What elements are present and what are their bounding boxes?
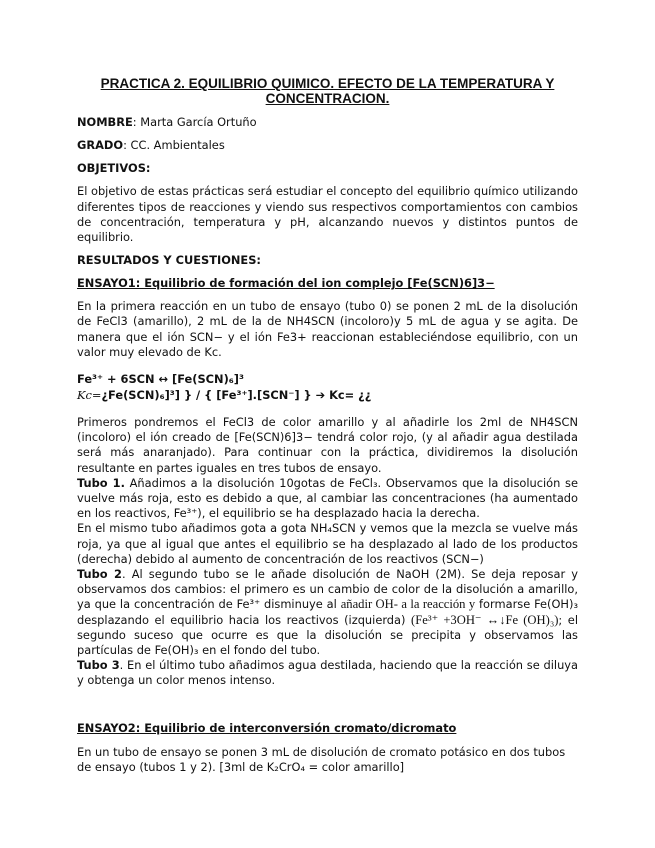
nombre-label: NOMBRE [77, 115, 133, 129]
equation-2 [77, 387, 578, 403]
tubo1-paragraph-2: En el mismo tubo añadimos gota a gota NH₄SCN y vemos que la mezcla se vuelve más roja, ya que al igual que antes el equilibrio se ha desplazado al lado de los productos (derecha) debido al aumento de concentración de los reactivos (SCN−) [77, 521, 578, 566]
kc-symbol: Kc= [77, 388, 102, 403]
tubo1-paragraph [77, 476, 578, 522]
equation-2-rest: ¿Fe(SCN)₆]³] } / { [Fe³⁺].[SCN⁻] } ➔ Kc= ¿¿ [101, 388, 372, 403]
title-line-1: PRACTICA 2. EQUILIBRIO QUIMICO. EFECTO DE LA TEMPERATURA Y [100, 76, 555, 91]
tubo1-text: Añadimos a la disolución 10gotas de FeCl₃. Observamos que la disolución se vuelve más roja, esto es debido a que, al cambiar las concentraciones (ha aumentado en los reactivos, Fe³⁺), el equilibrio se ha desplazado hacia la derecha. [77, 475, 578, 521]
ensayo1-heading: ENSAYO1: Equilibrio de formación del ion complejo [Fe(SCN)6]3− [77, 276, 495, 291]
tubo2-paragraph [77, 567, 578, 658]
title-line-2: CONCENTRACION. [265, 91, 390, 106]
tubo1-label: Tubo 1. [77, 475, 125, 490]
page-title [77, 76, 578, 106]
resultados-heading: RESULTADOS Y CUESTIONES: [77, 253, 261, 268]
tubo2-reaction: (Fe³⁺ +3OH⁻ ↔↓Fe (OH)₃) [411, 612, 559, 627]
ensayo2-text: En un tubo de ensayo se ponen 3 mL de disolución de cromato potásico en dos tubos de ensayo (tubos 1 y 2). [3ml de K₂CrO₄ = color amarillo] [77, 744, 566, 774]
tubo3-label: Tubo 3 [77, 658, 120, 673]
grado-label: GRADO [77, 138, 124, 153]
objetivos-text: El objetivo de estas prácticas será estudiar el concepto del equilibrio químico utilizando diferentes tipos de reacciones y viendo sus respectivos comportamientos con cambios de concentración, temperatura y pH, alcanzando nuevos y distintos puntos de equilibrio. [77, 184, 578, 245]
tubo2-text-a: . Al segundo tubo se le añade disolución de NaOH (2M). Se deja reposar y observamos dos cambios: el primero es un cambio de color de la disolución a amarillo, ya que la concentración de Fe³⁺ disminuye al [77, 567, 578, 612]
grado-line [77, 138, 578, 153]
document-page [77, 76, 578, 775]
tubo3-text: . En el último tubo añadimos agua destilada, haciendo que la reacción se diluya y obtenga un color menos intenso. [77, 658, 579, 688]
nombre-value: : Marta García Ortuño [132, 115, 257, 129]
ensayo1-para1: Primeros pondremos el FeCl3 de color amarillo y al añadirle los 2ml de NH4SCN (incoloro) el ión creado de [Fe(SCN)6]3− tendrá color rojo, (y al añadir agua destilada será más anaranjado). Para continuar con la práctica, dividiremos la disolución resultante en partes iguales en tres tubos de ensayo. [77, 415, 578, 475]
tubo2-text-c: formarse Fe(OH)₃ desplazando el equilibrio hacia los reactivos (izquierda) [77, 597, 579, 627]
tubo2-text-b: añadir OH- a la reacción y [340, 597, 476, 612]
ensayo2-heading: ENSAYO2: Equilibrio de interconversión cromato/dicromato [77, 720, 457, 735]
ensayo1-intro: En la primera reacción en un tubo de ensayo (tubo 0) se ponen 2 mL de la disolución de FeCl3 (amarillo), 2 mL de la de NH4SCN (incoloro)y 5 mL de agua y se agita. De manera que el ión SCN− y el ión Fe3+ reaccionan estableciéndose equilibrio, con un valor muy elevado de Kc. [77, 299, 578, 359]
tubo3-paragraph [77, 658, 578, 688]
tubo2-text-e: ; el segundo suceso que ocurre es que la disolución se precipita y observamos las partículas de Fe(OH)₃ en el fondo del tubo. [77, 612, 578, 658]
objetivos-heading: OBJETIVOS: [77, 161, 151, 176]
tubo2-label: Tubo 2 [77, 567, 122, 582]
grado-value: : CC. Ambientales [123, 138, 225, 153]
nombre-line [77, 115, 578, 130]
equation-1: Fe³⁺ + 6SCN ↔ [Fe(SCN)₆]³ [77, 372, 244, 387]
